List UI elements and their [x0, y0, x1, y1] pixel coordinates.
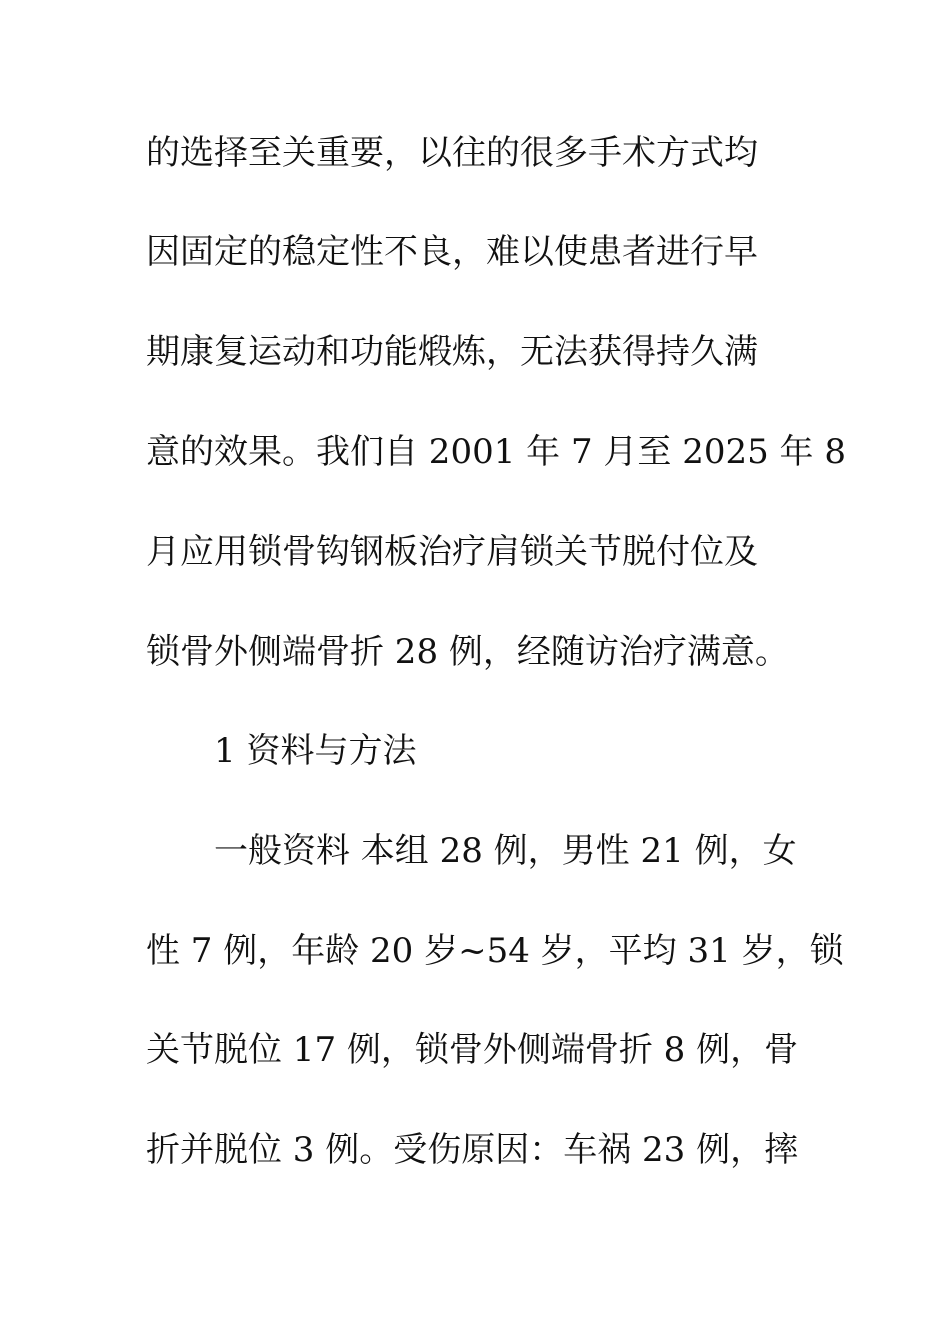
- paragraph-line-4: 意的效果。我们自 2001 年 7 月至 2025 年 8: [146, 432, 846, 472]
- paragraph-line-6: 锁骨外侧端骨折 28 例，经随访治疗满意。: [146, 632, 789, 672]
- paragraph-line-5: 月应用锁骨钩钢板治疗肩锁关节脱付位及: [146, 532, 758, 572]
- paragraph-line-2: 因固定的稳定性不良，难以使患者进行早: [146, 232, 758, 272]
- paragraph-line-9: 关节脱位 17 例，锁骨外侧端骨折 8 例，骨: [146, 1030, 799, 1070]
- paragraph-line-3: 期康复运动和功能煅炼，无法获得持久满: [146, 332, 758, 372]
- paragraph-line-1: 的选择至关重要，以往的很多手术方式均: [146, 133, 758, 173]
- paragraph-line-8: 性 7 例，年龄 20 岁~54 岁，平均 31 岁，锁: [146, 931, 844, 971]
- paragraph-line-10: 折并脱位 3 例。受伤原因：车祸 23 例，摔: [146, 1130, 799, 1170]
- paragraph-line-7: 一般资料 本组 28 例，男性 21 例，女: [214, 831, 797, 871]
- section-heading: 1 资料与方法: [214, 731, 417, 771]
